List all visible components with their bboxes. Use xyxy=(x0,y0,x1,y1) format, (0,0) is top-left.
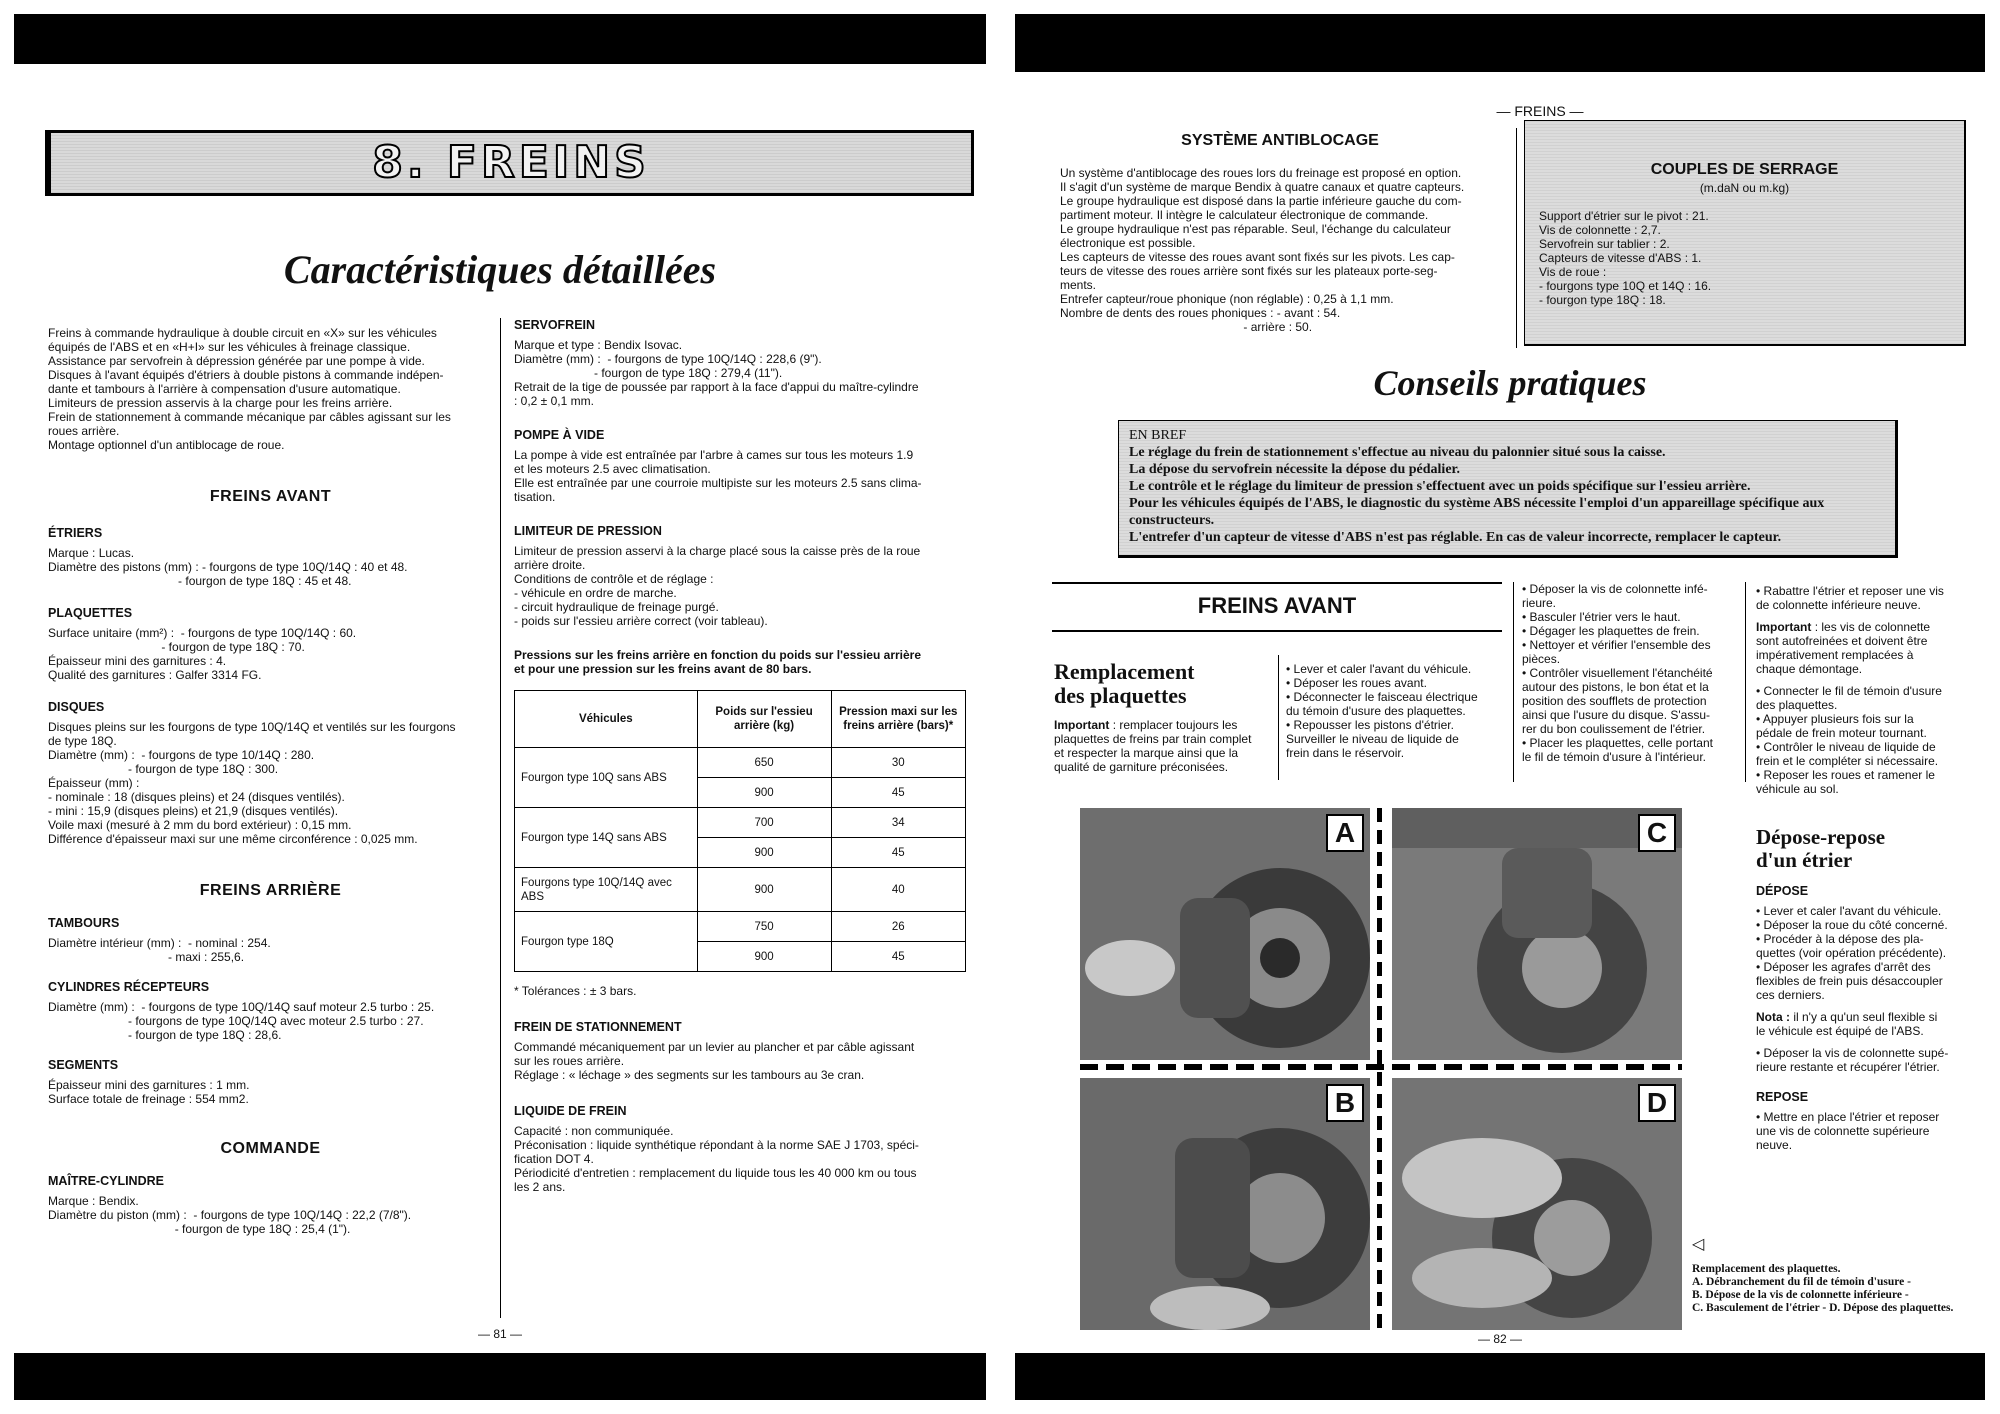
servofrein-heading: SERVOFREIN xyxy=(514,318,596,332)
freins-avant-heading: FREINS AVANT xyxy=(209,488,332,505)
table-row: 900 45 xyxy=(515,838,966,868)
table-row: Fourgon type 10Q sans ABS 650 30 xyxy=(515,748,966,778)
repose-heading: REPOSE xyxy=(1756,1090,1809,1104)
photo-caption: ◁ Remplacement des plaquettes. A. Débranchement du fil de témoin d'usure - B. Dépose de la vis de colonnette inférieure - C. Basculement de l'étrier - D. Dépose des plaquettes. xyxy=(1692,1238,1982,1315)
top-bar-left xyxy=(14,14,986,64)
maitre-cylindre-heading: MAÎTRE-CYLINDRE xyxy=(48,1174,164,1188)
couples-box xyxy=(1524,120,1966,346)
column-divider-r3 xyxy=(1745,582,1746,782)
tolerance-note: * Tolérances : ± 3 bars. xyxy=(514,984,637,998)
freins-avant-rule-bottom xyxy=(1052,630,1502,632)
photo-c xyxy=(1392,808,1682,1060)
segments-heading: SEGMENTS xyxy=(48,1058,119,1072)
tambours-heading: TAMBOURS xyxy=(48,916,120,930)
photo-b xyxy=(1080,1078,1370,1330)
table-row: 900 45 xyxy=(515,778,966,808)
photo-label-c: C xyxy=(1638,814,1676,852)
en-bref-heading: EN BREF xyxy=(1129,428,1187,443)
couples-list: Support d'étrier sur le pivot : 21. Vis de colonnette : 2,7. Servofrein sur tablier : 2. Capteurs de vitesse d'ABS : 1. Vis de roue : - fourgons type 10Q et 14Q : 16. - fourgon type 18Q : 18. xyxy=(1539,209,1712,307)
couples-unit: (m.daN ou m.kg) xyxy=(1699,181,1790,195)
chapter-banner xyxy=(45,130,974,196)
intro-text: Freins à commande hydraulique à double circuit en «X» sur les véhicules équipés de l'ABS et en «H+I» sur les véhicules à freinage classique. Assistance par servofrein à dépression générée par une pompe à vide. Disques à l'avant équipés d'étriers à double pistons à commande indépen- dante et tambours à l'arrière à compensation d'usure automatique. Limiteurs de pression asservis à la charge pour les freins arrière. Frein de stationnement à commande mécanique par câbles agissant sur les roues arrière. Montage optionnel d'un antiblocage de roue. xyxy=(48,326,451,452)
col3: • Rabattre l'étrier et reposer une vis de colonnette inférieure neuve. Important : les vis de colonnette sont autofreinées et doivent être impérativement remplacées à chaque démontage. • Connecter le fil de témoin d'usure des plaquettes. • Appuyer plusieurs fois sur la pédale de frein moteur tournant. • Contrôler le niveau de liquide de frein et le compléter si nécessaire. • Reposer les roues et ramener le véhicule au sol. Dépose-repose d'un étrier DÉPOSE • Lever et caler l'avant du véhicule. • Déposer la roue du côté concerné. • Procéder à la dépose des pla- quettes (voir opération précédente). • Déposer les agrafes d'arrêt des flexibles de frein puis désaccoupler ces derniers. Nota : il n'y a qu'un seul flexible si le véhicule est équipé de l'ABS. • Déposer la vis de colonnette supé- rieure restante et récupérer l'étrier. REPOSE • Mettre en place l'étrier et reposer une vis de colonnette supérieure neuve. xyxy=(1756,584,1971,1152)
page-number-right: — 82 — xyxy=(1477,1332,1522,1346)
freins-avant-rule-top xyxy=(1052,582,1502,584)
bottom-bar-right xyxy=(1015,1353,1985,1400)
caption-arrow-icon: ◁ xyxy=(1692,1236,1705,1253)
col2-steps: • Déposer la vis de colonnette infé- rieure. • Basculer l'étrier vers le haut. • Dégager les plaquettes de frein. • Nettoyer et vérifier l'ensemble des pièces. • Contrôler visuellement l'étanchéité autour des pistons, le bon état et la position des soufflets de protection ainsi que l'usure du disque. S'assu- rer du bon coulissement de l'étrier. • Placer les plaquettes, celle portant le fil de témoin d'usure à l'intérieur. xyxy=(1522,582,1713,764)
column-divider-r1 xyxy=(1278,655,1279,780)
liquide-heading: LIQUIDE DE FREIN xyxy=(514,1104,627,1118)
etrier-title: Dépose-repose d'un étrier xyxy=(1756,825,1886,872)
photo-divider-horizontal xyxy=(1080,1064,1682,1070)
disques-heading: DISQUES xyxy=(48,700,105,714)
stationnement-heading: FREIN DE STATIONNEMENT xyxy=(514,1020,682,1034)
freins-avant-heading-right: FREINS AVANT xyxy=(1197,593,1357,618)
photo-label-a: A xyxy=(1326,814,1364,852)
conseils-title: Conseils pratiques xyxy=(1373,363,1647,403)
left-column: Freins à commande hydraulique à double circuit en «X» sur les véhicules équipés de l'ABS et en «H+I» sur les véhicules à freinage classique. Assistance par servofrein à dépression générée par une pompe à vide. Disques à l'avant équipés d'étriers à double pistons à commande indépen- dante et tambours à l'arrière à compensation d'usure automatique. Limiteurs de pression asservis à la charge pour les freins arrière. Frein de stationnement à commande mécanique par câbles agissant sur les roues arrière. Montage optionnel d'un antiblocage de roue. FREINS AVANT ÉTRIERS Marque : Lucas. Diamètre des pistons (mm) : - fourgons de type 10Q/14Q : 40 et 48. - fourgon de type 18Q : 45 et 48. PLAQUETTES Surface unitaire (mm²) : - fourgons de type 10Q/14Q : 60. - fourgon de type 18Q : 70. Épaisseur mini des garnitures : 4. Qualité des garnitures : Galfer 3314 FG. DISQUES Disques pleins sur les fourgons de type 10Q/14Q et ventilés sur les fourgons de type 18Q. Diamètre (mm) : - fourgons de type 10/14Q : 280. - fourgon de type 18Q : 300. Épaisseur (mm) : - nominale : 18 (disques pleins) et 24 (disques ventilés). - mini : 15,9 (disques pleins) et 21,9 (disques ventilés). Voile maxi (mesuré à 2 mm du bord extérieur) : 0,15 mm. Différence d'épaisseur maxi sur une même circonférence : 0,025 mm. FREINS ARRIÈRE TAMBOURS Diamètre intérieur (mm) : - nominal : 254. - maxi : 255,6. CYLINDRES RÉCEPTEURS Diamètre (mm) : - fourgons de type 10Q/14Q sauf moteur 2.5 turbo : 25. - fourgons de type 10Q/14Q avec moteur 2.5 turbo : 27. - fourgon de type 18Q : 28,6. SEGMENTS Épaisseur mini des garnitures : 1 mm. Surface totale de freinage : 554 mm2. COMMANDE MAÎTRE-CYLINDRE Marque : Bendix. Diamètre du piston (mm) : - fourgons de type 10Q/14Q : 22,2 (7/8"). - fourgon de type 18Q : 25,4 (1"). xyxy=(48,326,493,1236)
right-column: SERVOFREIN Marque et type : Bendix Isovac. Diamètre (mm) : - fourgons de type 10Q/14Q : 228,6 (9"). - fourgon de type 18Q : 279,4 (11"). Retrait de la tige de poussée par rapport à la face d'appui du maître-cylindre : 0,2 ± 0,1 mm. POMPE À VIDE La pompe à vide est entraînée par l'arbre à cames sur tous les moteurs 1.9 et les moteurs 2.5 avec climatisation. Elle est entraînée par une courroie multipiste sur les moteurs 2.5 sans clima- tisation. LIMITEUR DE PRESSION Limiteur de pression asservi à la charge placé sous la caisse près de la roue arrière droite. Conditions de contrôle et de réglage : - véhicule en ordre de marche. - circuit hydraulique de freinage purgé. - poids sur l'essieu arrière correct (voir tableau). Pressions sur les freins arrière en fonction du poids sur l'essieu arrière et pour une pression sur les freins avant de 80 bars. Véhicules Poids sur l'essieu arrière (kg) Pression maxi sur les freins arrière (bars)* Fourgon type 10Q sans ABS 650 30 900 45 Fourgon type 14Q sans ABS 700 34 900 45 Fourgons type 10Q/14Q avec ABS 900 40 Fourgon type 18Q 750 26 900 45 * Tolérances : ± 3 bars. FREIN DE STATIONNEMENT Commandé mécaniquement par un levier au plancher et par câble agissant sur les roues arrière. Réglage : « léchage » des segments sur les tambours au 3e cran. LIQUIDE DE FREIN Capacité : non communiquée. Préconisation : liquide synthétique répondant à la norme SAE J 1703, spéci- fication DOT 4. Périodicité d'entretien : remplacement du liquide tous les 40 000 km ou tous les 2 ans. xyxy=(514,318,966,1194)
commande-heading: COMMANDE xyxy=(220,1140,321,1157)
column-divider-left xyxy=(500,318,501,1318)
photo-label-b: B xyxy=(1326,1084,1364,1122)
photo-a xyxy=(1080,808,1370,1060)
table-row: Fourgon type 18Q 750 26 xyxy=(515,912,966,942)
running-head: — FREINS — xyxy=(1496,103,1584,119)
antiblocage-divider xyxy=(1516,128,1517,348)
depose-heading: DÉPOSE xyxy=(1756,884,1809,898)
chapter-title: 8. FREINS xyxy=(372,137,650,188)
photo-label-d: D xyxy=(1638,1084,1676,1122)
antiblocage-heading: SYSTÈME ANTIBLOCAGE xyxy=(1181,132,1379,149)
couples-heading: COUPLES DE SERRAGE xyxy=(1650,161,1839,178)
bottom-bar-left xyxy=(14,1353,986,1400)
main-title: Caractéristiques détaillées xyxy=(283,247,717,292)
remplacement-steps: • Lever et caler l'avant du véhicule. • Déposer les roues avant. • Déconnecter le faisceau électrique du témoin d'usure des plaquettes. • Repousser les pistons d'étrier. Surveiller le niveau de liquide de frein dans le réservoir. xyxy=(1286,662,1478,760)
top-bar-right xyxy=(1015,14,1985,72)
pompe-heading: POMPE À VIDE xyxy=(514,428,605,442)
column-divider-r2 xyxy=(1513,582,1514,782)
en-bref-box: EN BREF Le réglage du frein de stationnement s'effectue au niveau du palonnier situé sous la caisse. La dépose du servofrein nécessite la dépose du pédalier. Le contrôle et le réglage du limiteur de pression s'effectuent avec un poids spécifique sur l'essieu arrière. Pour les véhicules équipés de l'ABS, le diagnostic du système ABS nécessite l'emploi d'un appareillage spécifique aux constructeurs. L'entrefer d'un capteur de vitesse d'ABS n'est pas réglable. En cas de valeur incorrecte, remplacer le capteur. xyxy=(1118,420,1898,558)
limiteur-heading: LIMITEUR DE PRESSION xyxy=(514,524,662,538)
table-row: Fourgons type 10Q/14Q avec ABS 900 40 xyxy=(515,868,966,912)
plaquettes-heading: PLAQUETTES xyxy=(48,606,133,620)
table-row: Fourgon type 14Q sans ABS 700 34 xyxy=(515,808,966,838)
remplacement-important: Important : remplacer toujours les plaquettes de freins par train complet et respecter la marque ainsi que la qualité de garniture préconisées. xyxy=(1054,718,1252,774)
pressions-table xyxy=(514,690,966,972)
etriers-heading: ÉTRIERS xyxy=(48,526,103,540)
table-header: Véhicules Poids sur l'essieu arrière (kg) Pression maxi sur les freins arrière (bars)* xyxy=(515,691,966,748)
antiblocage-text: Un système d'antiblocage des roues lors du freinage est proposé en option. Il s'agit d'un système de marque Bendix à quatre canaux et quatre capteurs. Le groupe hydraulique est disposé dans la partie inférieure gauche du com- partiment moteur. Il intègre le calculateur électronique de commande. Le groupe hydraulique n'est pas réparable. Seul, l'échange du calculateur électronique est possible. Les capteurs de vitesse des roues avant sont fixés sur les pivots. Les cap- teurs de vitesse des roues arrière sont fixés sur les plateaux porte-seg- ments. Entrefer capteur/roue phonique (non réglable) : 0,25 à 1,1 mm. Nombre de dents des roues phoniques : - avant : 54. - arrière : 50. xyxy=(1060,166,1465,334)
table-row: 900 45 xyxy=(515,942,966,972)
photo-d xyxy=(1392,1078,1682,1330)
cylindres-heading: CYLINDRES RÉCEPTEURS xyxy=(48,980,210,994)
remplacement-title: Remplacement des plaquettes xyxy=(1054,659,1195,708)
pressions-heading: Pressions sur les freins arrière en fonction du poids sur l'essieu arrière et pour une pression sur les freins avant de 80 bars. xyxy=(514,648,922,676)
freins-arriere-heading: FREINS ARRIÈRE xyxy=(199,882,342,899)
page-number-left: — 81 — xyxy=(477,1327,522,1341)
